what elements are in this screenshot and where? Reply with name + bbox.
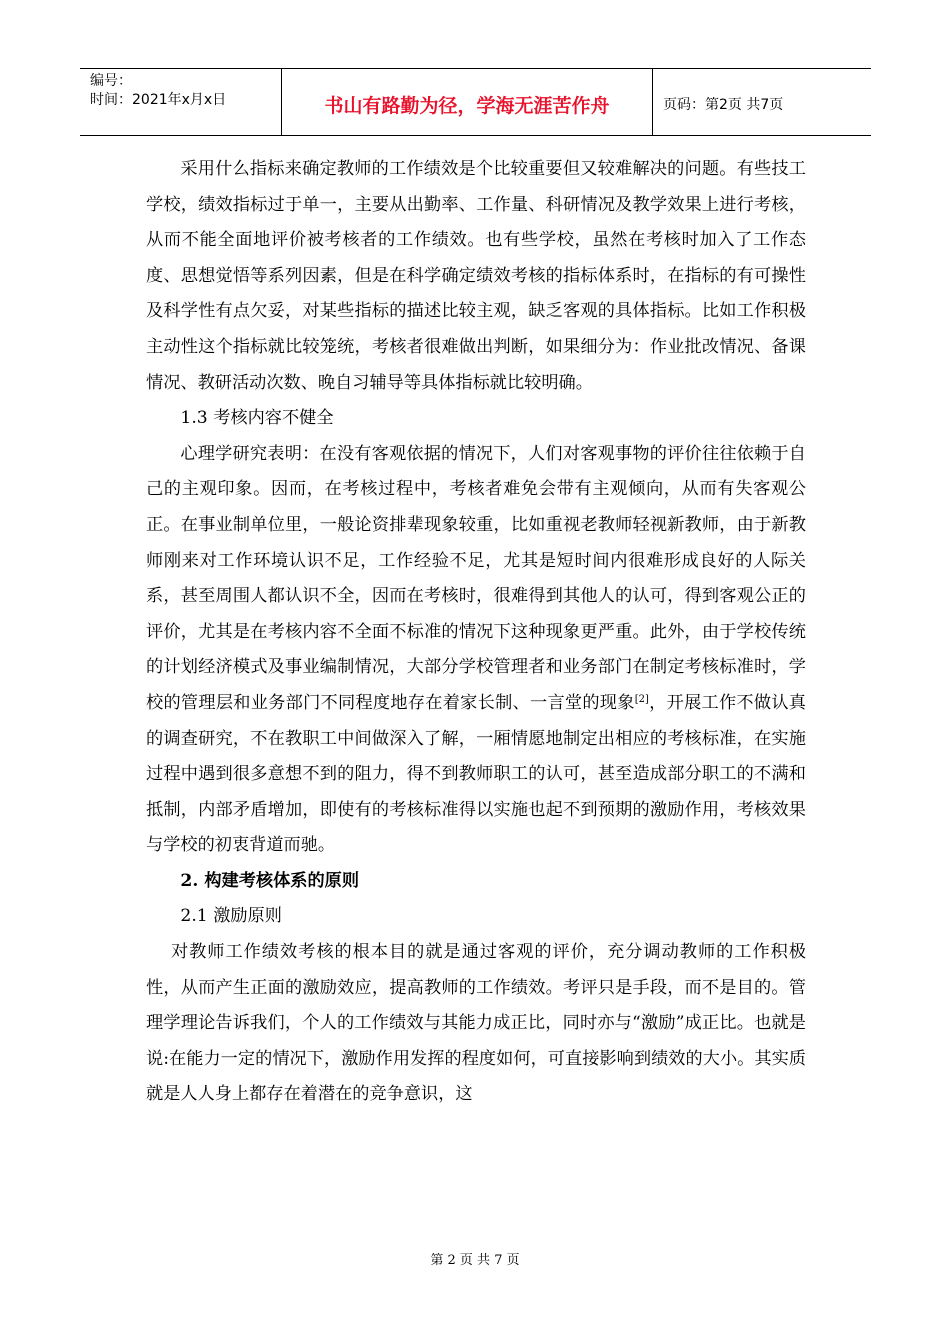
paragraph-text: ，开展工作不做认真的调查研究，不在教职工中间做深入了解，一厢情愿地制定出相应的考核标准，在实施过程中遇到很多意想不到的阻力，得不到教师职工的认可，甚至造成部分职工的不满和抵制，内部矛盾增加，即使有的考核标准得以实施也起不到预期的激励作用，考核效果与学校的初衷背道而驰。	[146, 692, 806, 856]
paragraph-incentive-principle: 对教师工作绩效考核的根本目的就是通过客观的评价，充分调动教师的工作积极性，从而产生正面的激励效应，提高教师的工作绩效。考评只是手段，而不是目的。管理学理论告诉我们，个人的工作绩效与其能力成正比，同时亦与“激励”成正比。也就是说:在能力一定的情况下，激励作用发挥的程度如何，可直接影响到绩效的大小。其实质就是人人身上都存在着潜在的竞争意识，这	[146, 942, 806, 1105]
document-date-label: 时间：2021年x月x日	[90, 92, 227, 108]
section-heading-2: 2. 构建考核体系的原则	[180, 870, 360, 891]
paragraph-assessment-content	[146, 437, 806, 864]
page-header	[80, 68, 871, 136]
document-number-label: 编号：	[90, 73, 132, 89]
document-body	[146, 152, 806, 1113]
paragraph-text: 心理学研究表明：在没有客观依据的情况下，人们对客观事物的评价往往依赖于自己的主观印象。因而，在考核过程中，考核者难免会带有主观倾向，从而有失客观公正。在事业制单位里，一般论资排辈现象较重，比如重视老教师轻视新教师，由于新教师刚来对工作环境认识不足，工作经验不足，尤其是短时间内很难形成良好的人际关系，甚至周围人都认识不全，因而在考核时，很难得到其他人的认可，得到客观公正的评价，尤其是在考核内容不全面不标准的情况下这种现象更严重。此外，由于学校传统的计划经济模式及事业编制情况，大部分学校管理者和业务部门在制定考核标准时，学校的管理层和业务部门不同程度地存在着家长制、一言堂的现象	[146, 443, 806, 713]
header-page-number: 页码：第2页 共7页	[663, 97, 784, 113]
page-footer: 第 2 页 共 7 页	[430, 1253, 520, 1268]
header-slogan: 书山有路勤为径，学海无涯苦作舟	[282, 69, 653, 135]
section-heading-1-3: 1.3 考核内容不健全	[180, 408, 334, 429]
header-meta	[80, 69, 282, 135]
paragraph-indicators: 采用什么指标来确定教师的工作绩效是个比较重要但又较难解决的问题。有些技工学校，绩效指标过于单一，主要从出勤率、工作量、科研情况及教学效果上进行考核，从而不能全面地评价被考核者的工作绩效。也有些学校，虽然在考核时加入了工作态度、思想觉悟等系列因素，但是在科学确定绩效考核的指标体系时，在指标的有可操性及科学性有点欠妥，对某些指标的描述比较主观，缺乏客观的具体指标。比如工作积极主动性这个指标就比较笼统，考核者很难做出判断，如果细分为：作业批改情况、备课情况、教研活动次数、晚自习辅导等具体指标就比较明确。	[146, 159, 806, 393]
citation-ref: [2]	[634, 693, 649, 705]
section-heading-2-1: 2.1 激励原则	[180, 906, 282, 927]
